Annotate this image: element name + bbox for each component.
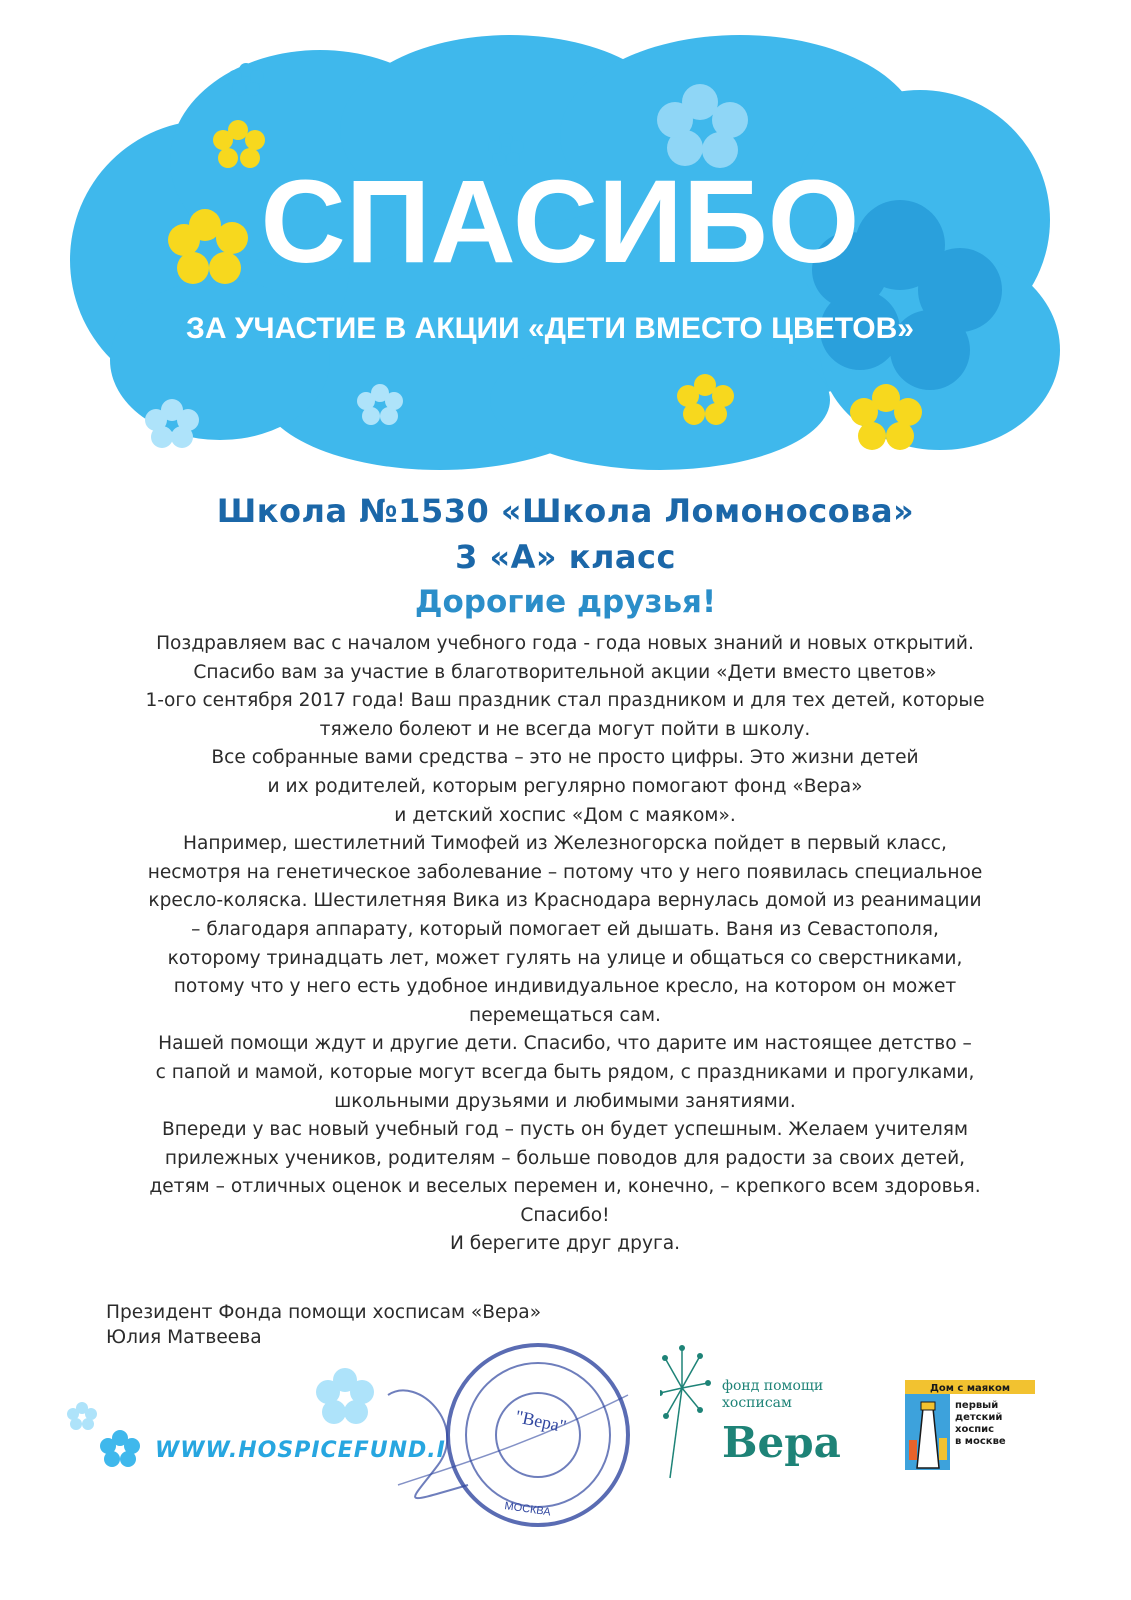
- mayak-caption: [955, 1400, 1006, 1448]
- vera-subtitle-line: фонд помощи: [722, 1378, 824, 1394]
- vera-subtitle: [722, 1378, 823, 1412]
- body-line: Спасибо!: [520, 1204, 610, 1226]
- school-name: Школа №1530 «Школа Ломоносова»: [216, 492, 915, 530]
- banner-title: СПАСИБО: [260, 156, 860, 288]
- body-line: Нашей помощи ждут и другие дети. Спасибо, что дарите им настоящее детство –: [158, 1033, 972, 1055]
- body-line: с папой и мамой, которые могут всегда быть рядом, с праздниками и прогулками,: [155, 1061, 975, 1083]
- body-line: перемещаться сам.: [469, 1004, 661, 1026]
- body-line: потому что у него есть удобное индивидуальное кресло, на котором он может: [173, 976, 957, 998]
- vera-logo-name: Вера: [722, 1418, 841, 1467]
- mayak-title: Дом с маяком: [929, 1383, 1011, 1394]
- banner-subtitle: ЗА УЧАСТИЕ В АКЦИИ «ДЕТИ ВМЕСТО ЦВЕТОВ»: [186, 312, 914, 345]
- mayak-caption-line: хоспис: [955, 1424, 995, 1435]
- mayak-caption-line: детский: [955, 1412, 1003, 1423]
- letter-body: [95, 630, 1035, 1259]
- website-link[interactable]: WWW.HOSPICEFUND.I: [155, 1438, 446, 1463]
- heading-block: [0, 488, 1131, 624]
- mayak-caption-line: первый: [955, 1400, 999, 1411]
- body-line: Впереди у вас новый учебный год – пусть он будет успешным. Желаем учителям: [162, 1119, 968, 1141]
- body-line: которому тринадцать лет, может гулять на улице и общаться со сверстниками,: [167, 947, 963, 969]
- stamp-center-text: "Вера": [513, 1406, 569, 1437]
- signer-position: Президент Фонда помощи хосписам «Вера»: [106, 1302, 542, 1323]
- body-line: Например, шестилетний Тимофей из Железногорска пойдет в первый класс,: [183, 833, 947, 855]
- body-line: прилежных учеников, родителям – больше поводов для радости за своих детей,: [164, 1147, 966, 1169]
- body-line: 1-ого сентября 2017 года! Ваш праздник стал праздником и для тех детей, которые: [145, 690, 985, 712]
- body-line: Спасибо вам за участие в благотворительной акции «Дети вместо цветов»: [193, 661, 937, 683]
- body-line: несмотря на генетическое заболевание – потому что у него появилась специальное: [147, 861, 983, 883]
- thank-you-banner: [60, 30, 1060, 480]
- greeting: Дорогие друзья!: [414, 584, 717, 620]
- vera-subtitle-line: хосписам: [722, 1395, 792, 1411]
- body-line: детям – отличных оценок и веселых перемен и, конечно, – крепкого всем здоровья.: [149, 1176, 981, 1198]
- body-line: и детский хоспис «Дом с маяком».: [394, 804, 736, 826]
- signer-name: Юлия Матвеева: [106, 1327, 262, 1348]
- organization-stamp: [378, 1335, 648, 1535]
- stamp-city-text: МОСКВА: [503, 1500, 552, 1519]
- body-line: кресло-коляска. Шестилетняя Вика из Краснодара вернулась домой из реанимации: [148, 890, 982, 912]
- body-line: тяжело болеют и не всегда могут пойти в школу.: [319, 718, 811, 740]
- class-name: 3 «А» класс: [455, 538, 676, 576]
- body-line: Поздравляем вас с началом учебного года - года новых знаний и новых открытий.: [156, 633, 974, 654]
- body-line: и их родителей, которым регулярно помогают фонд «Вера»: [267, 775, 863, 797]
- body-line: школьными друзьями и любимыми занятиями.: [334, 1090, 796, 1112]
- mayak-caption-line: в москве: [955, 1436, 1006, 1447]
- body-line: – благодаря аппарату, который помогает ей дышать. Ваня из Севастополя,: [191, 918, 939, 940]
- body-line: Все собранные вами средства – это не просто цифры. Это жизни детей: [211, 747, 919, 769]
- body-line: И берегите друг друга.: [449, 1233, 681, 1255]
- cloud-banner-graphic: [60, 30, 1060, 480]
